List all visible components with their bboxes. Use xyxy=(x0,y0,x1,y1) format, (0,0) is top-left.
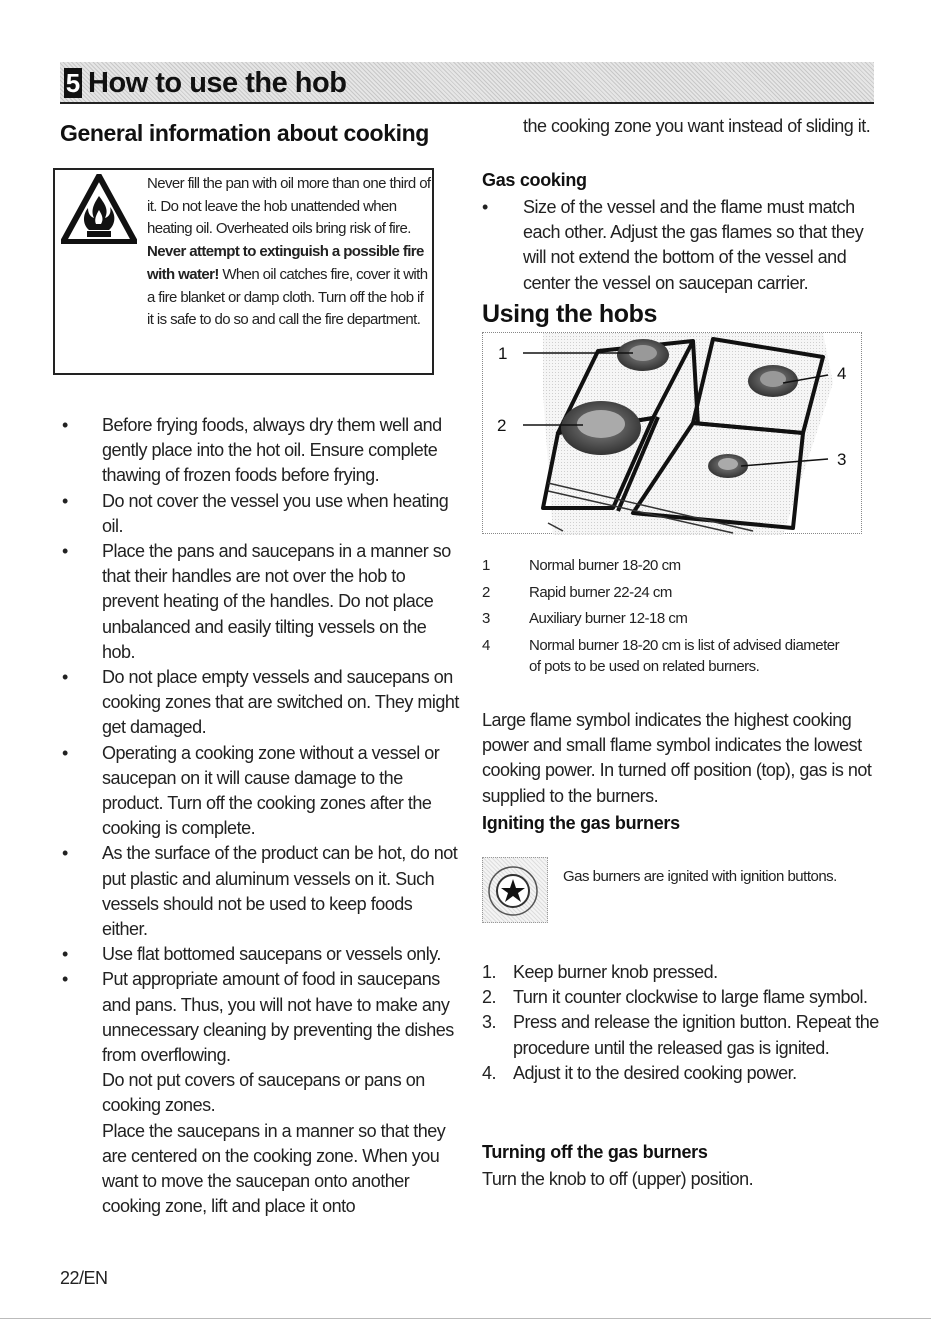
warning-emphasis: Never attempt to extinguish a possible fire with water! xyxy=(147,243,424,283)
warning-box xyxy=(53,168,434,375)
bottom-rule xyxy=(0,1318,931,1319)
section-title: How to use the hob xyxy=(88,67,347,99)
diagram-label-1: 1 xyxy=(498,344,508,363)
flame-paragraph: Large flame symbol indicates the highest cooking power and small flame symbol indicates the lowest cooking power. In turned off position (top), gas is not supplied to the burners. xyxy=(482,710,872,806)
section-header xyxy=(60,62,874,104)
list-item: • Use flat bottomed saucepans or vessels only. xyxy=(62,944,441,965)
ignition-illustration xyxy=(482,857,548,923)
step-item: 4. Adjust it to the desired cooking power. xyxy=(482,1062,797,1083)
turning-off-text: Turn the knob to off (upper) position. xyxy=(482,1169,754,1189)
step-item: 3. Press and release the ignition button. Repeat the procedure until the released gas is ignited. xyxy=(482,1012,879,1058)
hob-diagram xyxy=(482,332,862,534)
turning-off-heading: Turning off the gas burners xyxy=(482,1142,708,1162)
using-hobs-heading: Using the hobs xyxy=(482,300,657,328)
list-item: • As the surface of the product can be hot, do not put plastic and aluminum vessels on it. Such vessels should not be used to keep foods either. xyxy=(62,843,458,940)
fire-warning-icon xyxy=(61,174,137,244)
ignition-button-icon xyxy=(483,858,549,924)
legend-item: 3 Auxiliary burner 12-18 cm xyxy=(482,610,688,627)
section-number: 5 xyxy=(65,68,81,98)
continuation-text: the cooking zone you want instead of sliding it. xyxy=(523,116,871,136)
ignition-note: Gas burners are ignited with ignition buttons. xyxy=(563,868,837,885)
step-item: 2. Turn it counter clockwise to large flame symbol. xyxy=(482,987,868,1008)
step-item: 1. Keep burner knob pressed. xyxy=(482,962,718,982)
gas-cooking-bullet: • Size of the vessel and the flame must match each other. Adjust the gas flames so that they will not extend the bottom of the vessel and center the vessel on saucepan carrier. xyxy=(482,197,864,293)
gas-cooking-heading: Gas cooking xyxy=(482,170,587,190)
legend-item: 1 Normal burner 18-20 cm xyxy=(482,557,681,574)
legend-item: 2 Rapid burner 22-24 cm xyxy=(482,583,672,601)
list-item: • Do not place empty vessels and saucepans on cooking zones that are switched on. They might get damaged. xyxy=(62,667,459,738)
list-item: • Operating a cooking zone without a vessel or saucepan on it will cause damage to the product. Turn off the cooking zones after the cooking is complete. xyxy=(62,742,440,839)
igniting-heading: Igniting the gas burners xyxy=(482,813,680,833)
diagram-label-4: 4 xyxy=(837,364,847,383)
list-item: • Before frying foods, always dry them well and gently place into the hot oil. Ensure complete thawing of frozen foods before frying. xyxy=(62,415,442,486)
general-heading: General information about cooking xyxy=(60,120,429,146)
cooking-tips-list xyxy=(60,413,460,1220)
diagram-label-2: 2 xyxy=(497,416,507,435)
list-item: • Place the pans and saucepans in a manner so that their handles are not over the hob to prevent heating of the handles. Do not place unbalanced and easily tilting vessels on the hob. xyxy=(62,541,451,662)
warning-text: Never fill the pan with oil more than one third of it. Do not leave the hob unattended when heating oil. Overheated oils bring risk of fire. Never attempt to extinguish a possible fire with water! When oil catches fire, cover it with a fire blanket or damp cloth. Turn off the hob if it is safe to do so and call the fire department. xyxy=(147,175,431,329)
burner-legend xyxy=(482,555,852,683)
list-subparagraph: Do not put covers of saucepans or pans on cooking zones. xyxy=(102,1070,425,1116)
list-item: • Do not cover the vessel you use when heating oil. xyxy=(62,490,449,536)
list-subparagraph: Place the saucepans in a manner so that they are centered on the cooking zone. When you want to move the saucepan onto another cooking zone, lift and place it onto xyxy=(102,1120,446,1217)
page-number: 22/EN xyxy=(60,1268,108,1288)
igniting-steps xyxy=(482,960,882,1086)
diagram-label-3: 3 xyxy=(837,450,847,469)
list-item: • Put appropriate amount of food in saucepans and pans. Thus, you will not have to make any unnecessary cleaning by preventing the dishes from overflowing. xyxy=(62,969,454,1066)
legend-item: 4 Normal burner 18-20 cm is list of advised diameter of pots to be used on related burners. xyxy=(482,636,840,675)
